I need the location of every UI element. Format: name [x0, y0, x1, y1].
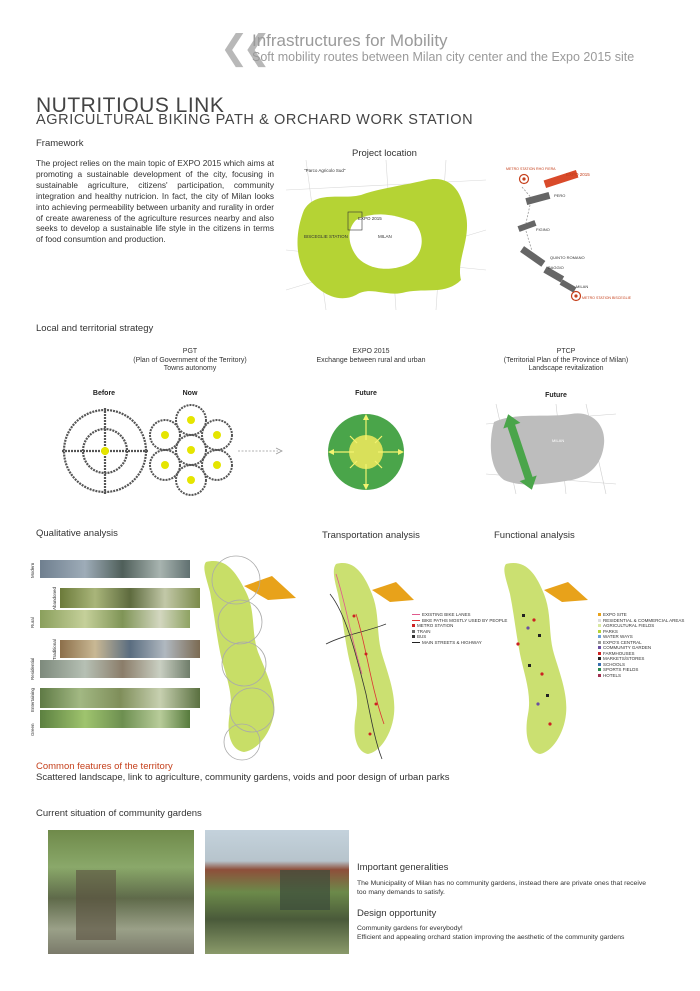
common-heading: Common features of the territory: [36, 761, 173, 772]
pero-label: PERO: [554, 193, 566, 198]
legend-bus: BUS: [412, 634, 507, 640]
legend-water: WATER WAYS: [598, 634, 684, 640]
legend-parks: PARKS: [598, 629, 684, 635]
common-text: Scattered landscape, link to agriculture, community gardens, voids and poor design of urban parks: [36, 772, 450, 783]
design-line-1: Community gardens for everybody!: [357, 925, 463, 932]
row-label-residential: Residential: [30, 657, 35, 680]
page-subtitle: AGRICULTURAL BIKING PATH & ORCHARD WORK STATION: [36, 112, 474, 128]
qualitative-map: [196, 552, 306, 762]
pero-block: [525, 192, 550, 205]
garden-photo-1-fence: [76, 870, 116, 940]
expo-future-diagram: [326, 404, 406, 496]
row-label-abandoned: Abandoned: [52, 586, 57, 610]
legend-train: TRAIN: [412, 629, 507, 635]
quinto-label: QUINTO ROMANO: [550, 255, 585, 260]
expo-line1: Exchange between rural and urban: [316, 356, 426, 364]
expo-site-shape: [244, 576, 296, 600]
expo-title: EXPO 2015: [352, 348, 390, 355]
important-heading: Important generalities: [357, 862, 449, 873]
functional-heading: Functional analysis: [494, 530, 575, 541]
header-title: Infrastructures for Mobility: [252, 31, 448, 50]
pgt-line2: Towns autonomy: [163, 365, 217, 372]
important-text: The Municipality of Milan has no community gardens, instead there are private ones that receive too many demands to satisfy.: [357, 880, 647, 896]
legend-hotels: HOTELS: [598, 673, 684, 679]
garden-photo-2-shed: [280, 870, 330, 910]
ptcp-title: PTCP: [556, 348, 576, 355]
ptcp-line1: (Territorial Plan of the Province of Milan): [503, 356, 629, 364]
ptcp-caption: [486, 348, 646, 374]
figino-label: FIGINO: [536, 227, 550, 232]
strategy-heading: Local and territorial strategy: [36, 323, 154, 334]
expo-caption: [296, 348, 446, 365]
row-label-modern: Modern: [30, 562, 35, 578]
metro-top-label: METRO STATION RHO FIERA: [506, 167, 556, 171]
chevron-icon: ❮❮: [220, 28, 265, 68]
entertaining-photos: [40, 688, 200, 708]
location-map: [286, 160, 486, 310]
legend-sports: SPORTS FIELDS: [598, 667, 684, 673]
green-photos: [40, 710, 190, 728]
row-label-entertaining: Entertaining: [30, 687, 35, 712]
location-heading: Project location: [352, 148, 417, 159]
framework-text: The project relies on the main topic of EXPO 2015 which aims at promoting a sustainable development of the city, focusing in sustainable agriculture, citizens' participation, community integration and healthy nutricion. In fact, the city of Milan looks into achieving permeability between urbanity and rurality in order of create awareness of the agriculture resurces nearby and also seeks to develop a sustainable life style in the citizens in terms of food consumtion and production.: [36, 158, 274, 245]
modern-photos: [40, 560, 190, 578]
legend-expo-central: EXPO'S CENTRAL: [598, 640, 684, 646]
parco-label: "Parco Agricolo Sud": [304, 168, 346, 173]
before-diagram: [60, 406, 150, 496]
legend-expo-site: EXPO SITE: [598, 612, 684, 618]
legend-markets: MARKETS/STORES: [598, 656, 684, 662]
residential-photos: [40, 660, 190, 678]
functional-legend: [598, 612, 684, 678]
legend-agricultural: AGRICULTURAL FIELDS: [598, 623, 684, 629]
pgt-caption: [110, 348, 270, 374]
transport-legend: [412, 612, 507, 645]
bisceglie-label: BISCEGLIE STATION: [304, 234, 348, 239]
now-label: Now: [182, 390, 198, 397]
now-diagram: [148, 404, 234, 496]
legend-farmhouses: FARMHOUSES: [598, 651, 684, 657]
baggio-label: BAGGIO: [548, 265, 564, 270]
row-label-green: Green: [30, 723, 35, 736]
metro-bottom-label: METRO STATION BISCEGLIE: [582, 296, 631, 300]
functional-map: [498, 554, 598, 764]
design-line-2: Efficient and appealing orchard station improving the aesthetic of the community gardens: [357, 933, 625, 941]
legend-bike-paths: BIKE PATHS MOSTLY USED BY PEOPLE: [412, 618, 507, 624]
page-title: NUTRITIOUS LINK: [36, 94, 225, 117]
transportation-heading: Transportation analysis: [322, 530, 420, 541]
milan-block: [560, 279, 577, 292]
traditional-photos: [60, 640, 200, 658]
gardens-heading: Current situation of community gardens: [36, 808, 202, 819]
ptcp-line2: Landscape revitalization: [528, 365, 604, 372]
legend-residential: RESIDENTIAL & COMMERCIAL AREAS: [598, 618, 684, 624]
design-heading: Design opportunity: [357, 908, 437, 919]
milan-map-label: MILAN: [378, 234, 392, 239]
header-subtitle: Soft mobility routes between Milan city center and the Expo 2015 site: [252, 50, 635, 64]
expo-route-label: EXPO 2015: [566, 172, 590, 177]
milan-route-label: MILAN: [576, 284, 589, 289]
arrow-right-icon: [236, 446, 286, 456]
expo-map-label: EXPO 2015: [358, 216, 382, 221]
framework-heading: Framework: [36, 138, 84, 149]
qualitative-photo-grid: [40, 560, 200, 760]
future-label-ptcp: Future: [545, 392, 567, 399]
legend-community-garden: COMMUNITY GARDEN: [598, 645, 684, 651]
row-label-rural: Rural: [30, 617, 35, 628]
row-label-traditional: Traditional: [52, 639, 57, 660]
future-label-expo: Future: [355, 390, 377, 397]
transportation-map: [326, 554, 416, 764]
design-text: [357, 925, 657, 943]
ptcp-milan-label: MILAN: [552, 438, 565, 443]
legend-metro: METRO STATION: [412, 623, 507, 629]
garden-photo-1: [48, 830, 194, 954]
abandoned-photos: [60, 588, 200, 608]
qualitative-heading: Qualitative analysis: [36, 528, 118, 539]
quinto-block: [520, 246, 545, 267]
pgt-title: PGT: [182, 348, 198, 355]
route-diagram: [500, 165, 631, 310]
legend-bike-lanes: EXISTING BIKE LANES: [412, 612, 507, 618]
figino-block: [518, 220, 537, 232]
rural-photos: [40, 610, 190, 628]
legend-schools: SCHOOLS: [598, 662, 684, 668]
pgt-line1: (Plan of Government of the Territory): [133, 356, 247, 364]
before-label: Before: [92, 390, 116, 397]
ptcp-future-map: [486, 404, 616, 494]
legend-streets: MAIN STREETS & HIGHWAY: [412, 640, 507, 646]
